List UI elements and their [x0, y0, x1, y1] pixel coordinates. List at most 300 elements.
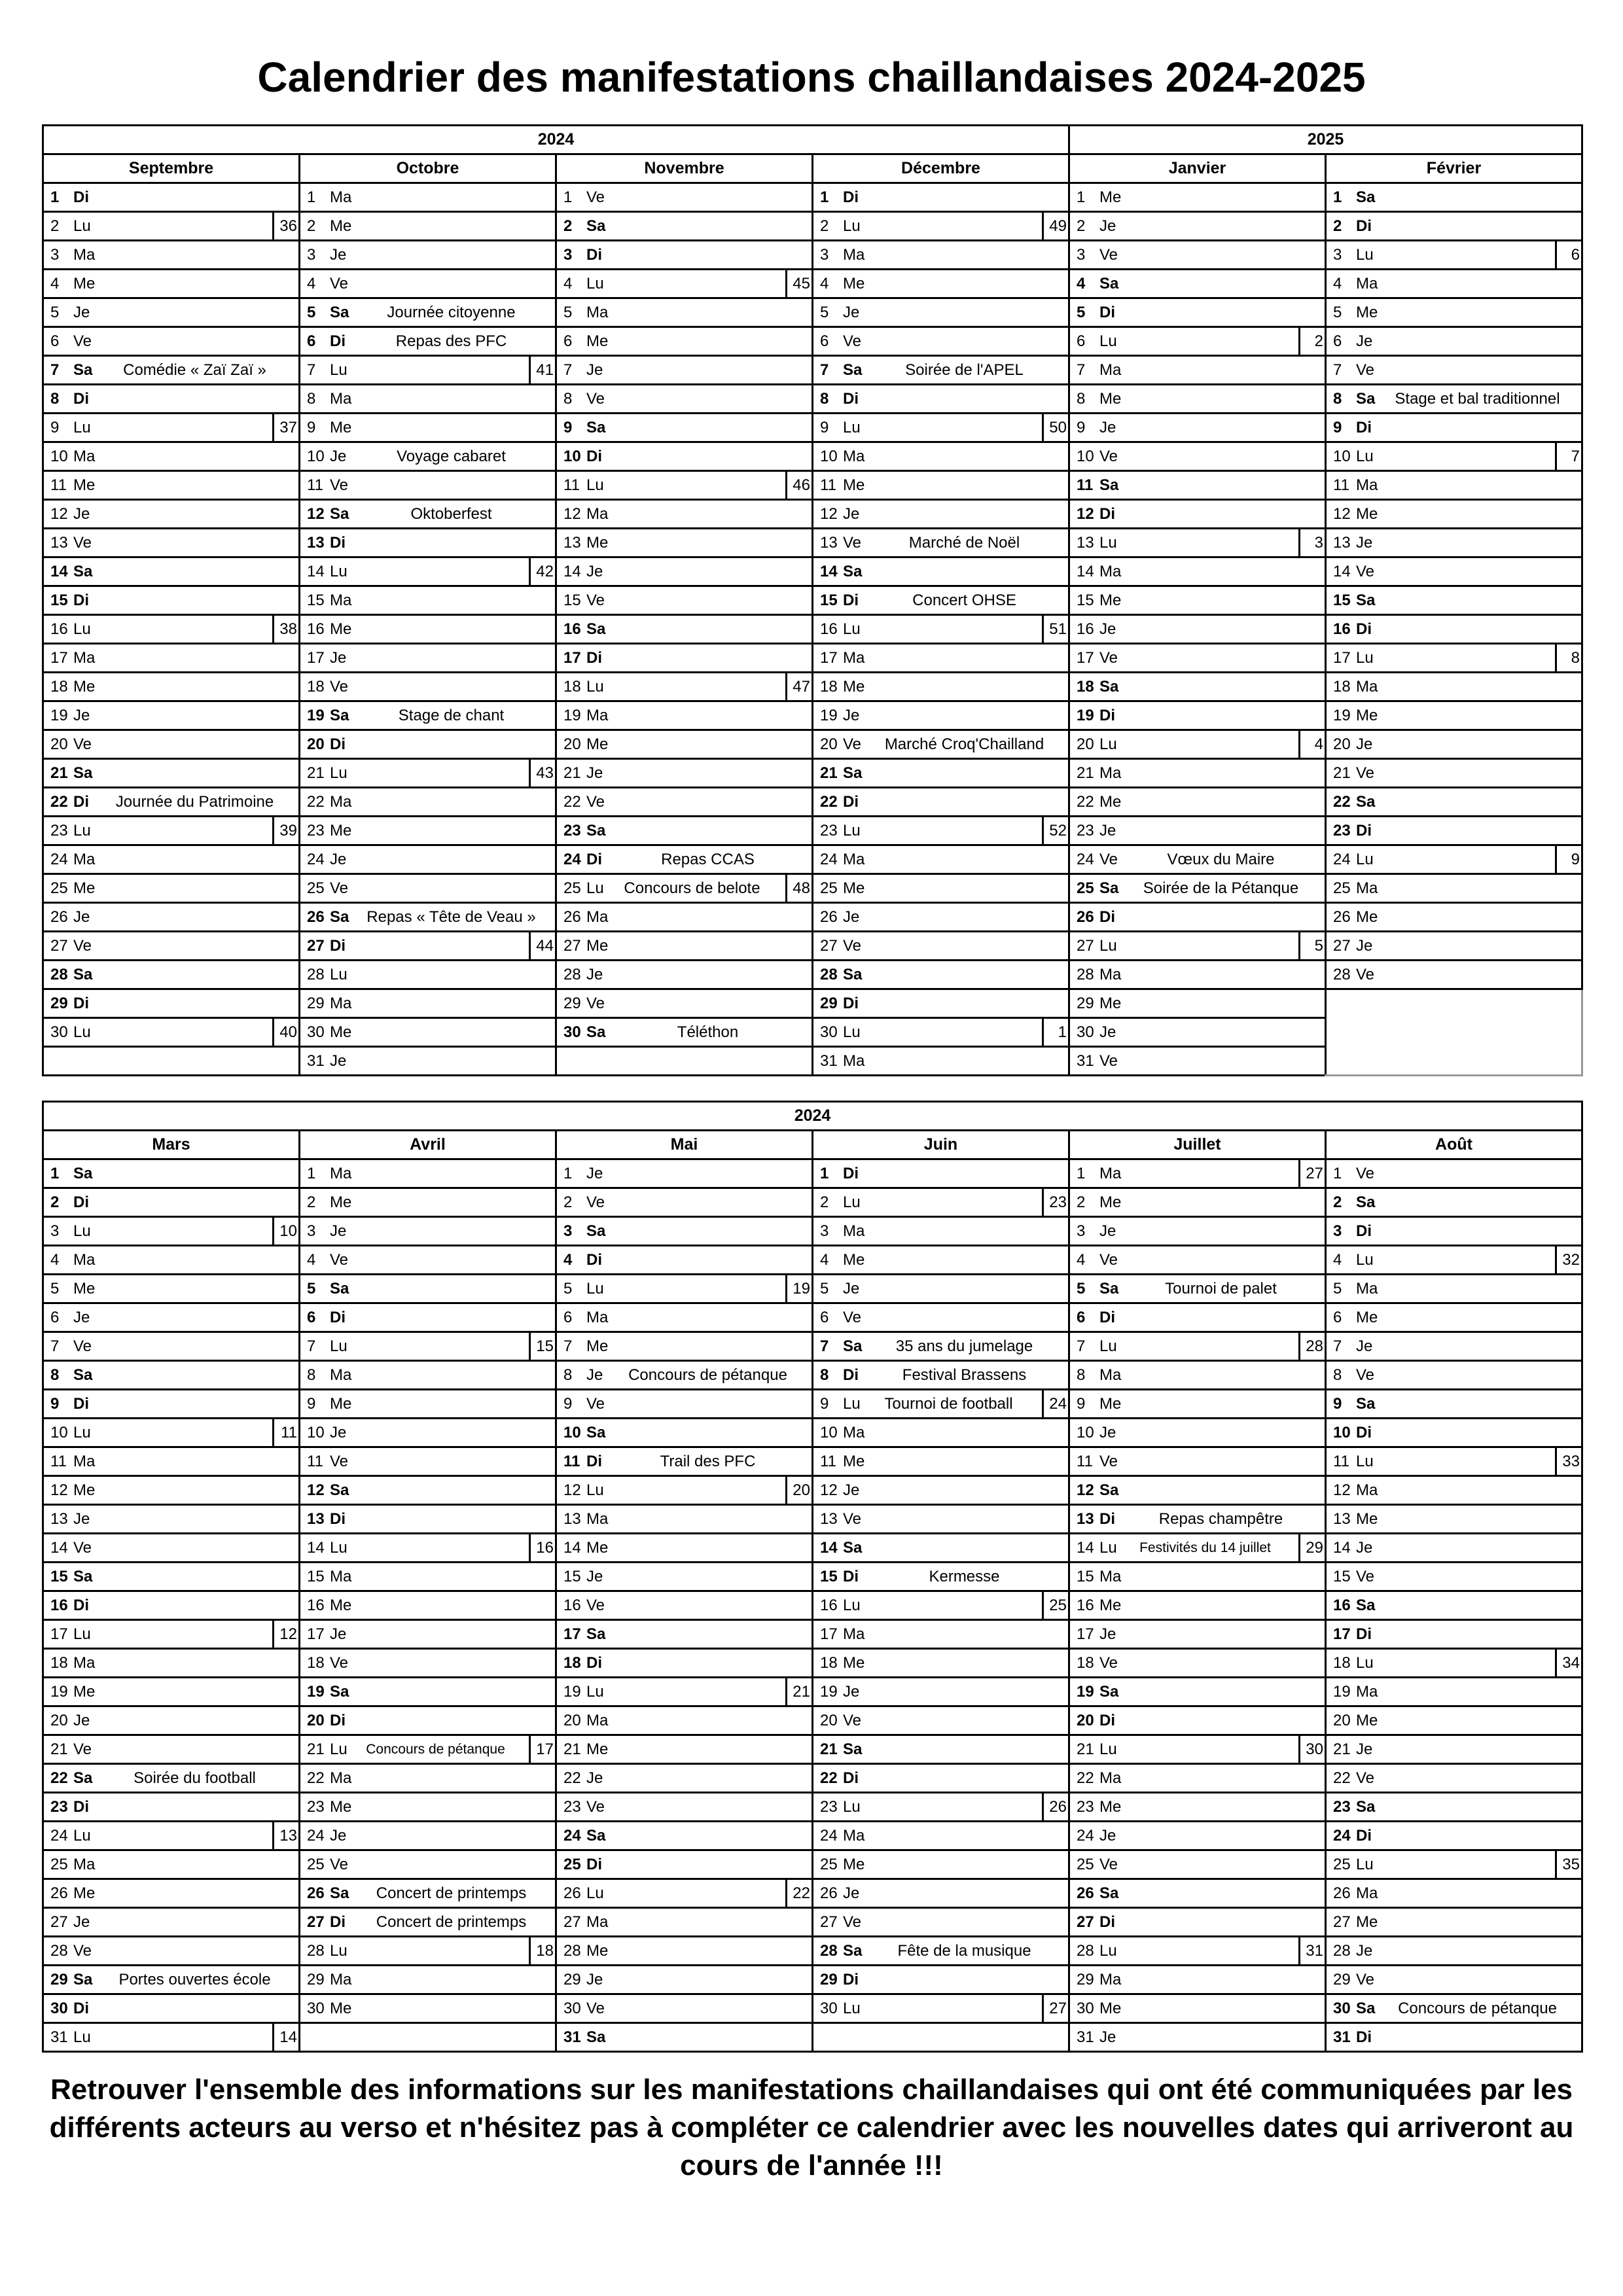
year-header-row [43, 126, 1582, 154]
week-number: 50 [1042, 414, 1068, 441]
day-number: 27 [307, 937, 325, 955]
day-number: 8 [820, 390, 829, 408]
weekday: Ve [73, 534, 92, 552]
day-number: 11 [820, 1453, 836, 1470]
weekday: Di [843, 1568, 859, 1585]
day-number: 13 [563, 1510, 581, 1528]
day-number: 12 [307, 1481, 325, 1499]
day-cell [43, 874, 300, 903]
weekday: Di [1099, 1712, 1115, 1729]
week-number: 12 [272, 1621, 298, 1648]
day-number: 4 [563, 1251, 573, 1269]
day-number: 3 [307, 1222, 316, 1240]
weekday: Me [330, 822, 352, 839]
weekday: Sa [73, 563, 93, 580]
weekday: Je [586, 1165, 603, 1182]
day-number: 2 [50, 1193, 60, 1211]
day-row [43, 1275, 1582, 1303]
weekday: Lu [73, 822, 91, 839]
day-cell [556, 1649, 813, 1678]
day-number: 10 [563, 448, 581, 465]
weekday: Di [1099, 707, 1115, 724]
month-header: Juin [813, 1131, 1069, 1159]
event-label: Repas CCAS [661, 851, 755, 868]
day-number: 7 [1333, 1337, 1342, 1355]
day-number: 2 [563, 217, 573, 235]
weekday: Je [843, 1481, 860, 1499]
day-cell [1069, 586, 1326, 615]
day-cell [43, 1764, 300, 1793]
day-number: 15 [1333, 592, 1351, 609]
weekday: Sa [586, 620, 606, 638]
weekday: Je [73, 1510, 90, 1528]
week-number: 13 [272, 1822, 298, 1849]
day-number: 11 [1333, 476, 1349, 494]
weekday: Je [1099, 1023, 1116, 1041]
weekday: Me [843, 1654, 865, 1672]
week-number: 22 [785, 1880, 812, 1907]
weekday: Ma [73, 1251, 96, 1269]
weekday: Sa [330, 1683, 349, 1701]
weekday: Je [330, 851, 347, 868]
weekday: Lu [1099, 735, 1117, 753]
day-number: 29 [1077, 995, 1094, 1012]
day-number: 13 [1077, 1510, 1094, 1528]
day-number: 28 [1077, 1942, 1094, 1960]
weekday: Sa [330, 1884, 349, 1902]
day-cell [43, 1822, 300, 1850]
day-row [43, 385, 1582, 414]
week-number: 1 [1042, 1019, 1068, 1046]
day-cell [556, 1018, 813, 1047]
weekday: Sa [1099, 1884, 1119, 1902]
day-number: 11 [563, 1453, 580, 1470]
day-cell [1069, 1476, 1326, 1505]
day-number: 12 [1333, 1481, 1351, 1499]
weekday: Ma [330, 995, 352, 1012]
day-number: 3 [820, 1222, 829, 1240]
day-cell [43, 1534, 300, 1563]
day-number: 1 [1077, 188, 1086, 206]
day-cell [43, 1620, 300, 1649]
weekday: Je [586, 361, 603, 379]
day-cell [1326, 701, 1582, 730]
day-number: 17 [307, 1625, 325, 1643]
day-number: 2 [307, 217, 316, 235]
day-cell [813, 1735, 1069, 1764]
day-cell [813, 500, 1069, 529]
weekday: Di [1099, 505, 1115, 523]
weekday: Ve [73, 1740, 92, 1758]
day-cell [300, 1591, 556, 1620]
day-number: 27 [1333, 1913, 1351, 1931]
day-number: 15 [563, 1568, 581, 1585]
day-cell [300, 241, 556, 270]
weekday: Me [330, 1023, 352, 1041]
day-number: 18 [820, 1654, 838, 1672]
weekday: Lu [1356, 1453, 1374, 1470]
weekday: Je [843, 304, 860, 321]
day-cell [300, 183, 556, 212]
day-number: 7 [563, 1337, 573, 1355]
weekday: Me [330, 1798, 352, 1816]
weekday: Je [586, 1971, 603, 1988]
week-number: 7 [1555, 443, 1581, 470]
weekday: Me [1099, 995, 1122, 1012]
weekday: Je [1099, 1222, 1116, 1240]
day-cell [1069, 644, 1326, 673]
weekday: Ma [330, 592, 352, 609]
day-number: 3 [307, 246, 316, 264]
day-number: 25 [50, 1856, 68, 1873]
day-cell [813, 817, 1069, 845]
day-cell [1069, 1188, 1326, 1217]
day-cell [300, 414, 556, 442]
day-cell [300, 1505, 556, 1534]
month-header: Novembre [556, 154, 813, 183]
day-number: 8 [307, 1366, 316, 1384]
week-number: 8 [1555, 645, 1581, 671]
day-number: 8 [1077, 390, 1086, 408]
weekday: Ma [586, 1712, 609, 1729]
day-row [43, 212, 1582, 241]
day-cell [43, 759, 300, 788]
day-cell [1326, 1476, 1582, 1505]
weekday: Ma [586, 304, 609, 321]
day-number: 13 [820, 534, 838, 552]
weekday: Lu [73, 419, 91, 436]
day-cell [43, 1332, 300, 1361]
weekday: Me [1356, 1309, 1378, 1326]
weekday: Ma [73, 246, 96, 264]
day-number: 4 [1333, 1251, 1342, 1269]
day-number: 15 [1077, 1568, 1094, 1585]
weekday: Ve [843, 534, 862, 552]
event-label: Repas champêtre [1158, 1510, 1283, 1528]
weekday: Me [1099, 793, 1122, 811]
day-cell [300, 1361, 556, 1390]
day-number: 8 [563, 390, 573, 408]
weekday: Je [586, 966, 603, 983]
day-number: 18 [820, 678, 838, 696]
day-number: 27 [820, 1913, 838, 1931]
day-cell [300, 1850, 556, 1879]
weekday: Lu [586, 275, 604, 292]
day-cell [300, 1390, 556, 1419]
day-number: 22 [1077, 793, 1094, 811]
week-number: 52 [1042, 817, 1068, 844]
day-number: 18 [1333, 1654, 1351, 1672]
day-row [43, 1678, 1582, 1706]
weekday: Ma [330, 1769, 352, 1787]
day-number: 16 [1077, 1597, 1094, 1614]
day-number: 20 [307, 1712, 325, 1729]
weekday: Je [1099, 419, 1116, 436]
day-number: 31 [563, 2028, 581, 2046]
weekday: Sa [586, 1424, 606, 1441]
day-cell [1326, 1879, 1582, 1908]
month-header: Août [1326, 1131, 1582, 1159]
day-cell [43, 1188, 300, 1217]
day-number: 22 [563, 793, 581, 811]
weekday: Me [1356, 505, 1378, 523]
day-row [43, 1303, 1582, 1332]
weekday: Ve [330, 275, 349, 292]
day-cell [1326, 327, 1582, 356]
weekday: Ve [1356, 1971, 1375, 1988]
day-number: 29 [50, 1971, 68, 1988]
day-number: 20 [1333, 735, 1351, 753]
day-number: 22 [1333, 793, 1351, 811]
weekday: Je [1356, 735, 1373, 753]
day-number: 11 [1077, 476, 1094, 494]
weekday: Ve [586, 2000, 605, 2017]
weekday: Ve [330, 476, 349, 494]
day-number: 9 [50, 419, 60, 436]
weekday: Sa [330, 1481, 349, 1499]
day-cell [556, 1793, 813, 1822]
weekday: Je [73, 505, 90, 523]
day-number: 29 [50, 995, 68, 1012]
weekday: Ma [1099, 361, 1122, 379]
month-header: Janvier [1069, 154, 1326, 183]
day-cell [1326, 759, 1582, 788]
day-number: 15 [820, 592, 838, 609]
day-number: 18 [1077, 1654, 1094, 1672]
day-cell [300, 1793, 556, 1822]
day-number: 29 [1333, 1971, 1351, 1988]
day-number: 2 [1333, 1193, 1342, 1211]
day-cell [1069, 673, 1326, 701]
weekday: Me [73, 476, 96, 494]
day-number: 5 [50, 1280, 60, 1298]
day-cell [1326, 442, 1582, 471]
day-cell [556, 1620, 813, 1649]
day-cell [1326, 673, 1582, 701]
day-cell [813, 903, 1069, 932]
day-number: 21 [563, 1740, 581, 1758]
day-cell [1326, 1390, 1582, 1419]
week-number: 38 [272, 616, 298, 643]
day-number: 10 [1333, 1424, 1351, 1441]
weekday: Lu [1099, 1740, 1117, 1758]
weekday: Lu [73, 620, 91, 638]
weekday: Ve [586, 188, 605, 206]
day-cell [1326, 1822, 1582, 1850]
day-row [43, 673, 1582, 701]
day-number: 6 [563, 1309, 573, 1326]
event-label: Tournoi de palet [1165, 1280, 1277, 1298]
day-number: 4 [820, 1251, 829, 1269]
weekday: Ma [330, 793, 352, 811]
day-number: 14 [563, 563, 581, 580]
weekday: Je [73, 908, 90, 926]
day-number: 26 [1077, 1884, 1094, 1902]
weekday: Di [843, 1971, 859, 1988]
weekday: Me [1099, 1597, 1122, 1614]
day-cell [813, 1390, 1069, 1419]
day-number: 8 [563, 1366, 573, 1384]
day-number: 1 [1077, 1165, 1086, 1182]
day-cell [43, 1361, 300, 1390]
day-number: 18 [50, 1654, 68, 1672]
weekday: Ma [330, 1366, 352, 1384]
day-cell [1326, 1275, 1582, 1303]
day-number: 6 [50, 1309, 60, 1326]
day-number: 6 [820, 1309, 829, 1326]
weekday: Me [330, 1193, 352, 1211]
day-cell [813, 1850, 1069, 1879]
day-number: 25 [563, 879, 581, 897]
day-cell [813, 1303, 1069, 1332]
day-number: 4 [50, 275, 60, 292]
day-cell [556, 500, 813, 529]
week-number: 16 [529, 1534, 555, 1561]
day-cell [300, 1303, 556, 1332]
weekday: Je [1356, 937, 1373, 955]
weekday: Di [843, 1366, 859, 1384]
weekday: Sa [1356, 1597, 1376, 1614]
day-cell [1069, 2023, 1326, 2052]
day-cell [43, 817, 300, 845]
day-number: 23 [563, 822, 581, 839]
day-row [43, 817, 1582, 845]
weekday: Lu [1356, 448, 1374, 465]
week-number: 34 [1555, 1650, 1581, 1676]
day-cell [813, 1419, 1069, 1447]
day-row [43, 932, 1582, 961]
weekday: Ve [843, 937, 862, 955]
day-cell [1069, 529, 1326, 557]
weekday: Ve [73, 937, 92, 955]
weekday: Sa [843, 764, 863, 782]
day-row [43, 1822, 1582, 1850]
day-cell [813, 1447, 1069, 1476]
day-cell [43, 932, 300, 961]
day-cell [556, 1217, 813, 1246]
day-cell [1326, 615, 1582, 644]
day-cell [813, 1620, 1069, 1649]
day-cell [1326, 1563, 1582, 1591]
weekday: Me [330, 620, 352, 638]
day-cell [556, 1505, 813, 1534]
day-cell [43, 845, 300, 874]
day-cell [1069, 1937, 1326, 1966]
day-cell [43, 183, 300, 212]
day-number: 11 [307, 1453, 323, 1470]
weekday: Di [586, 851, 602, 868]
day-cell [43, 327, 300, 356]
day-cell [300, 1419, 556, 1447]
weekday: Me [586, 1539, 609, 1557]
day-cell [1069, 183, 1326, 212]
weekday: Di [1356, 419, 1372, 436]
day-number: 24 [563, 1827, 581, 1845]
day-number: 27 [1333, 937, 1351, 955]
weekday: Je [1356, 1942, 1373, 1960]
day-row [43, 442, 1582, 471]
day-cell [300, 701, 556, 730]
day-number: 15 [820, 1568, 838, 1585]
day-number: 24 [50, 1827, 68, 1845]
day-number: 24 [1077, 1827, 1094, 1845]
day-cell [300, 442, 556, 471]
weekday: Je [586, 1568, 603, 1585]
weekday: Lu [843, 419, 861, 436]
day-cell [43, 673, 300, 701]
weekday: Sa [1356, 2000, 1376, 2017]
day-cell [556, 961, 813, 989]
day-number: 21 [1077, 1740, 1094, 1758]
weekday: Ve [1099, 1453, 1118, 1470]
day-cell [556, 471, 813, 500]
event-label: Festivités du 14 juillet [1139, 1540, 1271, 1555]
week-number: 20 [785, 1477, 812, 1504]
day-cell [1326, 586, 1582, 615]
day-number: 4 [1077, 275, 1086, 292]
weekday: Ma [586, 1913, 609, 1931]
weekday: Di [843, 1165, 859, 1182]
day-cell [813, 615, 1069, 644]
day-cell [43, 298, 300, 327]
day-number: 12 [50, 505, 68, 523]
day-number: 4 [307, 1251, 316, 1269]
day-number: 31 [1077, 2028, 1094, 2046]
day-number: 23 [50, 1798, 68, 1816]
weekday: Me [330, 2000, 352, 2017]
day-number: 28 [1333, 966, 1351, 983]
day-row [43, 557, 1582, 586]
day-cell [813, 241, 1069, 270]
day-cell [1069, 1793, 1326, 1822]
weekday: Je [586, 764, 603, 782]
event-label: Concours de pétanque [366, 1742, 505, 1757]
day-cell [300, 730, 556, 759]
weekday: Di [73, 1798, 89, 1816]
day-cell [1069, 961, 1326, 989]
day-cell [43, 1966, 300, 1994]
weekday: Ma [1356, 879, 1378, 897]
day-cell [1326, 1361, 1582, 1390]
event-label: Repas « Tête de Veau » [366, 908, 536, 926]
day-number: 19 [1333, 1683, 1351, 1701]
day-cell [1326, 270, 1582, 298]
day-number: 5 [1077, 304, 1086, 321]
weekday: Ma [843, 851, 865, 868]
weekday: Me [1099, 1395, 1122, 1413]
day-number: 4 [563, 275, 573, 292]
week-number: 46 [785, 472, 812, 499]
week-number: 37 [272, 414, 298, 441]
weekday: Di [586, 448, 602, 465]
day-cell [43, 500, 300, 529]
day-number: 1 [50, 188, 60, 206]
week-number: 28 [1298, 1333, 1325, 1360]
week-number: 23 [1042, 1189, 1068, 1216]
day-cell [43, 471, 300, 500]
day-number: 23 [820, 822, 838, 839]
day-cell [1326, 183, 1582, 212]
day-cell [1069, 385, 1326, 414]
weekday: Ma [1099, 563, 1122, 580]
day-cell [556, 183, 813, 212]
day-cell [1326, 1620, 1582, 1649]
weekday: Di [1099, 1309, 1115, 1326]
day-number: 2 [50, 217, 60, 235]
weekday: Sa [73, 1165, 93, 1182]
day-cell [1069, 1994, 1326, 2023]
day-number: 27 [50, 1913, 68, 1931]
